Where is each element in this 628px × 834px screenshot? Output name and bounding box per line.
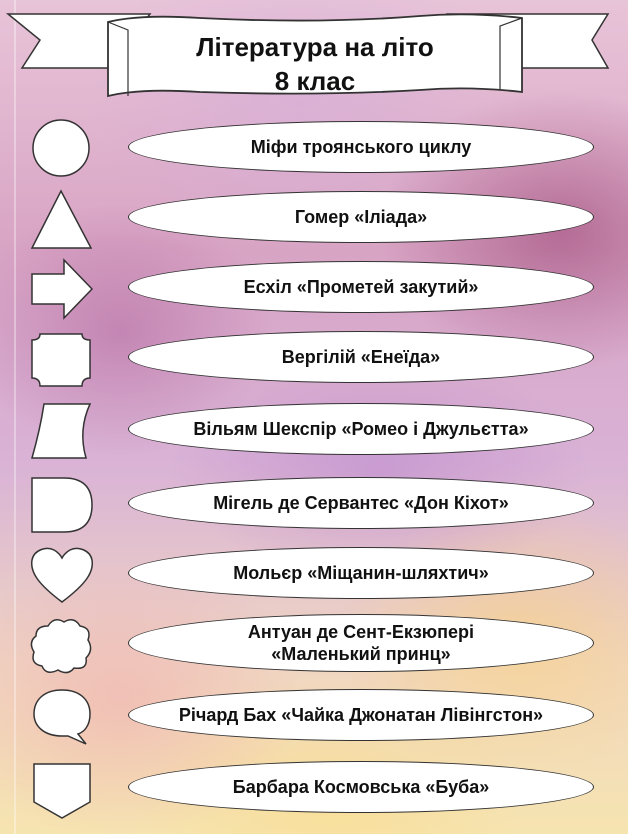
book-title: Мігель де Сервантес «Дон Кіхот»: [213, 493, 509, 513]
triangle-icon: [28, 188, 96, 250]
list-item: [0, 118, 628, 180]
speech-bubble-icon: [28, 686, 96, 748]
book-title: Барбара Космовська «Буба»: [232, 777, 490, 797]
book-label-box: [128, 547, 594, 599]
shield-icon: [28, 758, 96, 820]
book-label-box: [128, 761, 594, 813]
circle-icon: [28, 118, 96, 180]
title-line-1: Література на літо: [196, 32, 434, 62]
list-item: [0, 544, 628, 606]
list-item: [0, 758, 628, 820]
plaque-icon: [28, 328, 96, 390]
book-label-box: [128, 261, 594, 313]
wave-rectangle-icon: [28, 400, 96, 462]
title-line-2: 8 клас: [274, 66, 356, 96]
page-title: [120, 30, 510, 98]
list-item: [0, 686, 628, 748]
list-item: [0, 258, 628, 320]
list-item: [0, 188, 628, 250]
book-title: Вільям Шекспір «Ромео і Джульєтта»: [193, 419, 529, 439]
heart-icon: [28, 544, 96, 606]
d-shape-icon: [28, 474, 96, 536]
book-title: [248, 621, 474, 665]
book-label-box: [128, 403, 594, 455]
list-item: [0, 474, 628, 536]
list-item: [0, 400, 628, 462]
book-label-box: [128, 331, 594, 383]
book-label-box: [128, 191, 594, 243]
title-banner: [0, 0, 628, 110]
list-item: [0, 328, 628, 390]
book-title-line-2: «Маленький принц»: [271, 644, 451, 664]
book-title: Річард Бах «Чайка Джонатан Лівінгстон»: [178, 705, 544, 725]
list-item: [0, 614, 628, 676]
book-title: Есхіл «Прометей закутий»: [243, 277, 479, 297]
book-title: Міфи троянського циклу: [250, 137, 472, 157]
book-label-box: [128, 121, 594, 173]
cloud-icon: [28, 614, 96, 676]
book-title: Вергілій «Енеїда»: [281, 347, 441, 367]
book-label-box: [128, 614, 594, 672]
book-title-line-1: Антуан де Сент-Екзюпері: [247, 622, 475, 642]
book-label-box: [128, 689, 594, 741]
arrow-right-icon: [28, 258, 96, 320]
book-label-box: [128, 477, 594, 529]
book-title: Мольєр «Міщанин-шляхтич»: [233, 563, 489, 583]
book-title: Гомер «Іліада»: [294, 207, 428, 227]
